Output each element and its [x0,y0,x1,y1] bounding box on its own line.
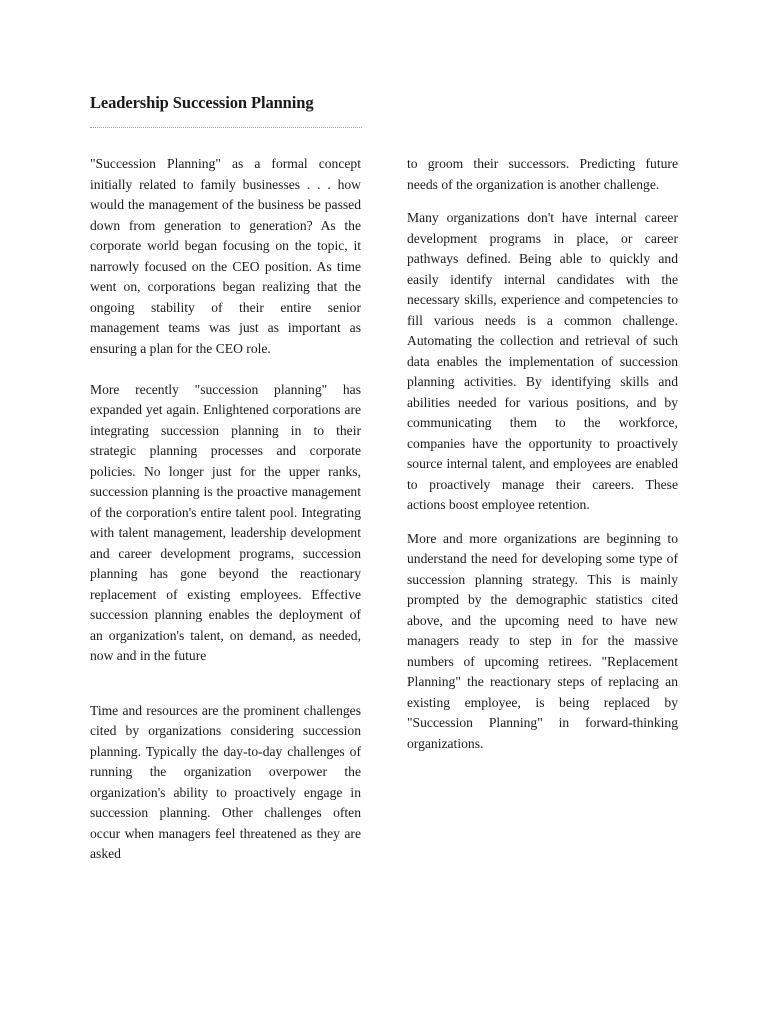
paragraph: to groom their successors. Predicting future needs of the organization is another challenge. [407,156,678,192]
paragraph: "Succession Planning" as a formal concept initially related to family businesses . . . how would the management of the business be passed down from generation to generation? As the corporate world began focusing on the topic, it narrowly focused on the CEO position. As time went on, corporations began realizing that the ongoing stability of their entire senior management teams was just as important as ensuring a plan for the CEO role. [90,156,361,356]
left-column [90,154,361,865]
page-title: Leadership Succession Planning [90,93,314,112]
title-divider [90,127,362,128]
paragraph: More and more organizations are beginning to understand the need for developing some type of succession planning strategy. This is mainly prompted by the demographic statistics cited above, and the upcoming need to have new managers ready to step in for the massive numbers of upcoming retirees. "Replacement Planning" the reactionary steps of replacing an existing employee, is being replaced by "Succession Planning" in forward-thinking organizations. [407,530,678,751]
paragraph: Many organizations don't have internal career development programs in place, or career pathways defined. Being able to quickly and easily identify internal candidates with the necessary skills, experience and competencies to fill various needs is a common challenge. Automating the collection and retrieval of such data enables the implementation of succession planning activities. By identifying skills and abilities needed for various positions, and by communicating them to the workforce, companies have the opportunity to proactively source internal talent, and employees are enabled to proactively manage their careers. These actions boost employee retention. [407,210,678,512]
paragraph: More recently "succession planning" has expanded yet again. Enlightened corporations are integrating succession planning in to their strategic planning processes and corporate policies. No longer just for the upper ranks, succession planning is the proactive management of the corporation's entire talent pool. Integrating with talent management, leadership development and career development programs, succession planning has gone beyond the reactionary replacement of existing employees. Effective succession planning enables the deployment of an organization's talent, on demand, as needed, now and in the future [90,381,361,663]
paragraph: Time and resources are the prominent challenges cited by organizations considering succession planning. Typically the day-to-day challenges of running the organization overpower the organization's ability to proactively engage in succession planning. Other challenges often occur when managers feel threatened as they are asked [90,702,361,861]
right-column [407,154,678,754]
